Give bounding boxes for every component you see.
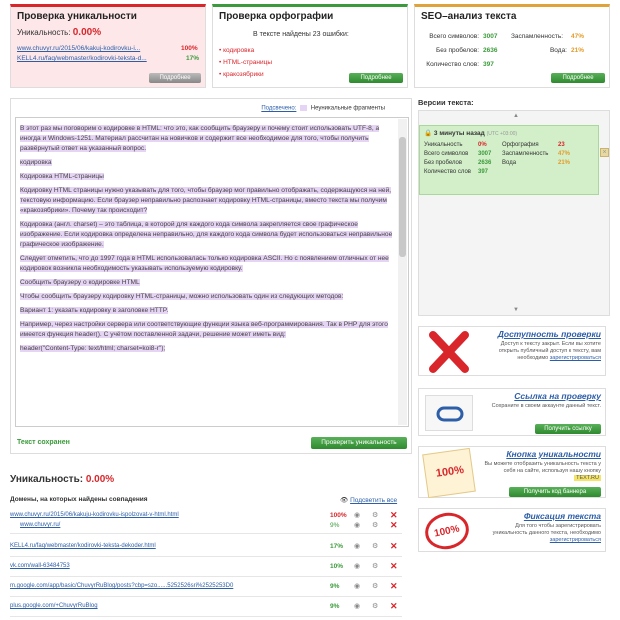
banner-icon: 100% — [422, 448, 476, 498]
seo-details-button[interactable]: Подробнее — [551, 73, 605, 83]
result-pct: 17% — [330, 543, 344, 550]
register-link[interactable]: зарегистрироваться — [549, 355, 601, 361]
spelling-panel — [212, 4, 408, 88]
highlight-swatch — [300, 105, 307, 111]
link-icon — [425, 395, 473, 431]
eye-icon[interactable]: ◉ — [354, 512, 361, 519]
delete-icon[interactable]: ✕ — [390, 541, 398, 551]
text-paragraph: Например, через настройки сервера или соответствующие функции языка веб-программирования. Так в PHP для этого имеется функция header(). С учётом поставленной задачи, решение может иметь вид: — [20, 321, 388, 338]
version-timezone: (UTC +03:00) — [486, 131, 518, 137]
text-paragraph: Кодировку HTML страницы нужно указывать для того, чтобы браузер мог правильно отображать, содержащуюся на ней, текстовую информацию. Если браузер неправильно распознает кодировку HTML-страницы, вместо текста мы получим «кракозябрики». Почему так происходит? — [20, 187, 392, 214]
text-paragraph: Вариант 1: указать кодировку в заголовке HTTP. — [20, 307, 169, 314]
table-row — [10, 598, 402, 617]
domains-title: Домены, на которых найдены совпадения — [10, 496, 148, 503]
highlight-legend-link[interactable]: Подсвечено: — [261, 105, 297, 112]
versions-up-icon[interactable]: ▲ — [513, 113, 519, 119]
text-paragraph: Следует отметить, что до 1997 года в HTML использовалась только кодировка ASCII. Но с появлением отличных от нее кодировок возникла необходимость указывать используемую кодировку. — [20, 255, 389, 272]
version-time: 3 минуты назад — [433, 130, 485, 137]
highlight-legend — [261, 105, 385, 112]
result-pct: 10% — [330, 563, 344, 570]
text-paragraph: Чтобы сообщить браузеру кодировку HTML-страницы, можно использовать один из следующих методов: — [20, 293, 344, 300]
uniqueness-link-1[interactable]: www.chuvyr.ru/2015/06/kakuj-kodirovku-i... — [17, 45, 141, 52]
settings-icon[interactable]: ⚙ — [372, 512, 379, 519]
eye-icon: 👁 — [340, 497, 349, 504]
text-content — [20, 124, 396, 424]
link-card-text: Сохраните в своем аккаунте данный текст. — [491, 403, 601, 409]
eye-icon[interactable]: ◉ — [354, 563, 361, 570]
lock-icon: 🔒 — [424, 130, 433, 137]
link-card-title[interactable]: Ссылка на проверку — [514, 391, 601, 401]
versions-down-icon[interactable]: ▼ — [513, 307, 519, 313]
spelling-panel-title: Проверка орфографии — [219, 11, 334, 22]
fix-register-link[interactable]: зарегистрироваться — [549, 537, 601, 543]
settings-icon[interactable]: ⚙ — [372, 583, 379, 590]
results-uniqueness — [10, 474, 114, 485]
version-stats: Уникальность 0% Орфография 23 Всего символов 3007 Заспамленность 47% Без пробелов 2636 Вода 21% Количество слов 397 — [424, 141, 571, 175]
get-link-button[interactable]: Получить ссылку — [535, 424, 601, 434]
text-paragraph: кодировка — [20, 159, 52, 166]
uniqueness-link-2-pct: 17% — [186, 55, 200, 62]
availability-text: Доступ к тексту закрыт. Если вы хотите открыть публичный доступ к тексту, вам необходимо — [498, 341, 601, 361]
highlight-legend-text: Неуникальные фрагменты — [310, 105, 385, 112]
banner-card — [418, 446, 606, 498]
uniqueness-value: 0.00% — [72, 27, 102, 38]
text-scrollbar[interactable] — [398, 119, 407, 425]
cross-icon — [425, 331, 473, 373]
result-pct: 9% — [330, 603, 340, 610]
eye-icon[interactable]: ◉ — [354, 583, 361, 590]
text-paragraph: Кодировка (англ. charset) – это таблица, в которой для каждого кода символа закрепляется свое графическое изображение. Если кодировка определена неправильно, для каждого кода символа будет использоваться неправильное графическое изображение. — [20, 221, 393, 248]
result-sub-pct: 9% — [330, 522, 340, 529]
fix-card — [418, 508, 606, 552]
availability-card — [418, 326, 606, 376]
uniqueness-link-2[interactable]: KELL4.ru/faq/webmaster/kodirovki-teksta-d... — [17, 55, 147, 62]
saved-status: Текст сохранен — [17, 439, 70, 446]
link-card — [418, 388, 606, 436]
banner-card-title[interactable]: Кнопка уникальности — [506, 449, 601, 459]
spelling-error-1[interactable]: • кодировка — [219, 47, 255, 54]
result-sub-url[interactable]: www.chuvyr.ru/ — [20, 522, 61, 528]
settings-icon[interactable]: ⚙ — [372, 603, 379, 610]
uniqueness-link-1-pct: 100% — [181, 45, 198, 52]
versions-title: Версии текста: — [418, 98, 474, 107]
result-url[interactable]: www.chuvyr.ru/2015/06/kakuju-kodirovku-ispolzovat-v-html.html — [10, 512, 179, 518]
fix-card-title[interactable]: Фиксация текста — [523, 511, 601, 521]
seo-stats-table: Всего символов: 3007 Заспамленность: 47% Без пробелов: 2636 Вода: 21% Количество слов: 397 — [426, 32, 585, 68]
banner-card-text: Вы можете отобразить уникальность текста у себя на сайте, используя нашу кнопку — [484, 461, 601, 474]
result-url[interactable]: KELL4.ru/faq/webmaster/kodirovki-teksta-dekoder.html — [10, 543, 156, 549]
uniqueness-label: Уникальность: — [17, 28, 71, 37]
delete-icon[interactable]: ✕ — [390, 520, 398, 530]
seo-panel — [414, 4, 610, 88]
close-icon[interactable]: × — [600, 148, 609, 157]
settings-icon[interactable]: ⚙ — [372, 522, 379, 529]
eye-icon[interactable]: ◉ — [354, 603, 361, 610]
text-paragraph: В этот раз мы поговорим о кодировке в HTML: что это, как сообщить браузеру и почему стоит использовать UTF-8, а иногда и Windows-1251. Материал рассчитан на новичков и содержит все необходимое для того, чтобы получить развёрнутый ответ на указанный вопрос. — [20, 125, 380, 152]
results-uniqueness-value: 0.00% — [85, 474, 115, 485]
stamp-icon: 100% — [422, 509, 473, 553]
get-banner-button[interactable]: Получить код баннера — [509, 487, 601, 497]
result-url[interactable]: plus.google.com/+ChuvyrRuBlog — [10, 603, 98, 609]
settings-icon[interactable]: ⚙ — [372, 543, 379, 550]
text-paragraph: header("Content-Type: text/html; charset=koi8-r"); — [20, 345, 166, 352]
results-uniqueness-label: Уникальность: — [10, 474, 84, 485]
table-row — [10, 558, 402, 577]
spelling-details-button[interactable]: Подробнее — [349, 73, 403, 83]
availability-title[interactable]: Доступность проверки — [497, 329, 601, 339]
highlight-all[interactable]: 👁 Подсветить все — [340, 497, 398, 504]
text-area[interactable] — [15, 117, 409, 427]
table-row — [10, 508, 402, 534]
table-row — [10, 538, 402, 557]
uniqueness-details-button[interactable]: Подробнее — [149, 73, 201, 83]
text-paragraph: Кодировка HTML-страницы — [20, 173, 104, 180]
result-pct: 100% — [330, 512, 347, 519]
editor-panel — [10, 98, 412, 454]
result-pct: 9% — [330, 583, 340, 590]
spelling-error-3[interactable]: • кракозябрики — [219, 71, 264, 78]
delete-icon[interactable]: ✕ — [390, 581, 398, 591]
uniqueness-panel-title: Проверка уникальности — [17, 11, 137, 22]
result-url[interactable]: vk.com/wall-63484753 — [10, 563, 70, 569]
text-paragraph: Сообщить браузеру о кодировке HTML — [20, 279, 140, 286]
seo-panel-title: SEO–анализ текста — [421, 11, 517, 22]
eye-icon[interactable]: ◉ — [354, 543, 361, 550]
delete-icon[interactable]: ✕ — [390, 601, 398, 611]
version-item[interactable] — [419, 125, 599, 195]
check-uniqueness-button[interactable]: Проверить уникальность — [311, 437, 407, 449]
fix-card-text: Для того чтобы зарегистрировать уникальность данного текста, необходимо — [492, 523, 601, 536]
table-row — [10, 578, 402, 597]
settings-icon[interactable]: ⚙ — [372, 563, 379, 570]
eye-icon[interactable]: ◉ — [354, 522, 361, 529]
uniqueness-panel — [10, 4, 206, 88]
versions-panel — [418, 110, 610, 316]
scroll-thumb[interactable] — [399, 137, 406, 257]
delete-icon[interactable]: ✕ — [390, 510, 398, 520]
delete-icon[interactable]: ✕ — [390, 561, 398, 571]
result-url[interactable]: m.google.com/app/basic/ChuvyrRuBlog/posts?cbp=szo......5252526sri%2525253D0 — [10, 583, 234, 589]
spelling-error-2[interactable]: • HTML-страницы — [219, 59, 273, 66]
spelling-subtitle: В тексте найдены 23 ошибки: — [253, 31, 349, 38]
text-ru-badge: TEXT.RU — [576, 475, 599, 481]
